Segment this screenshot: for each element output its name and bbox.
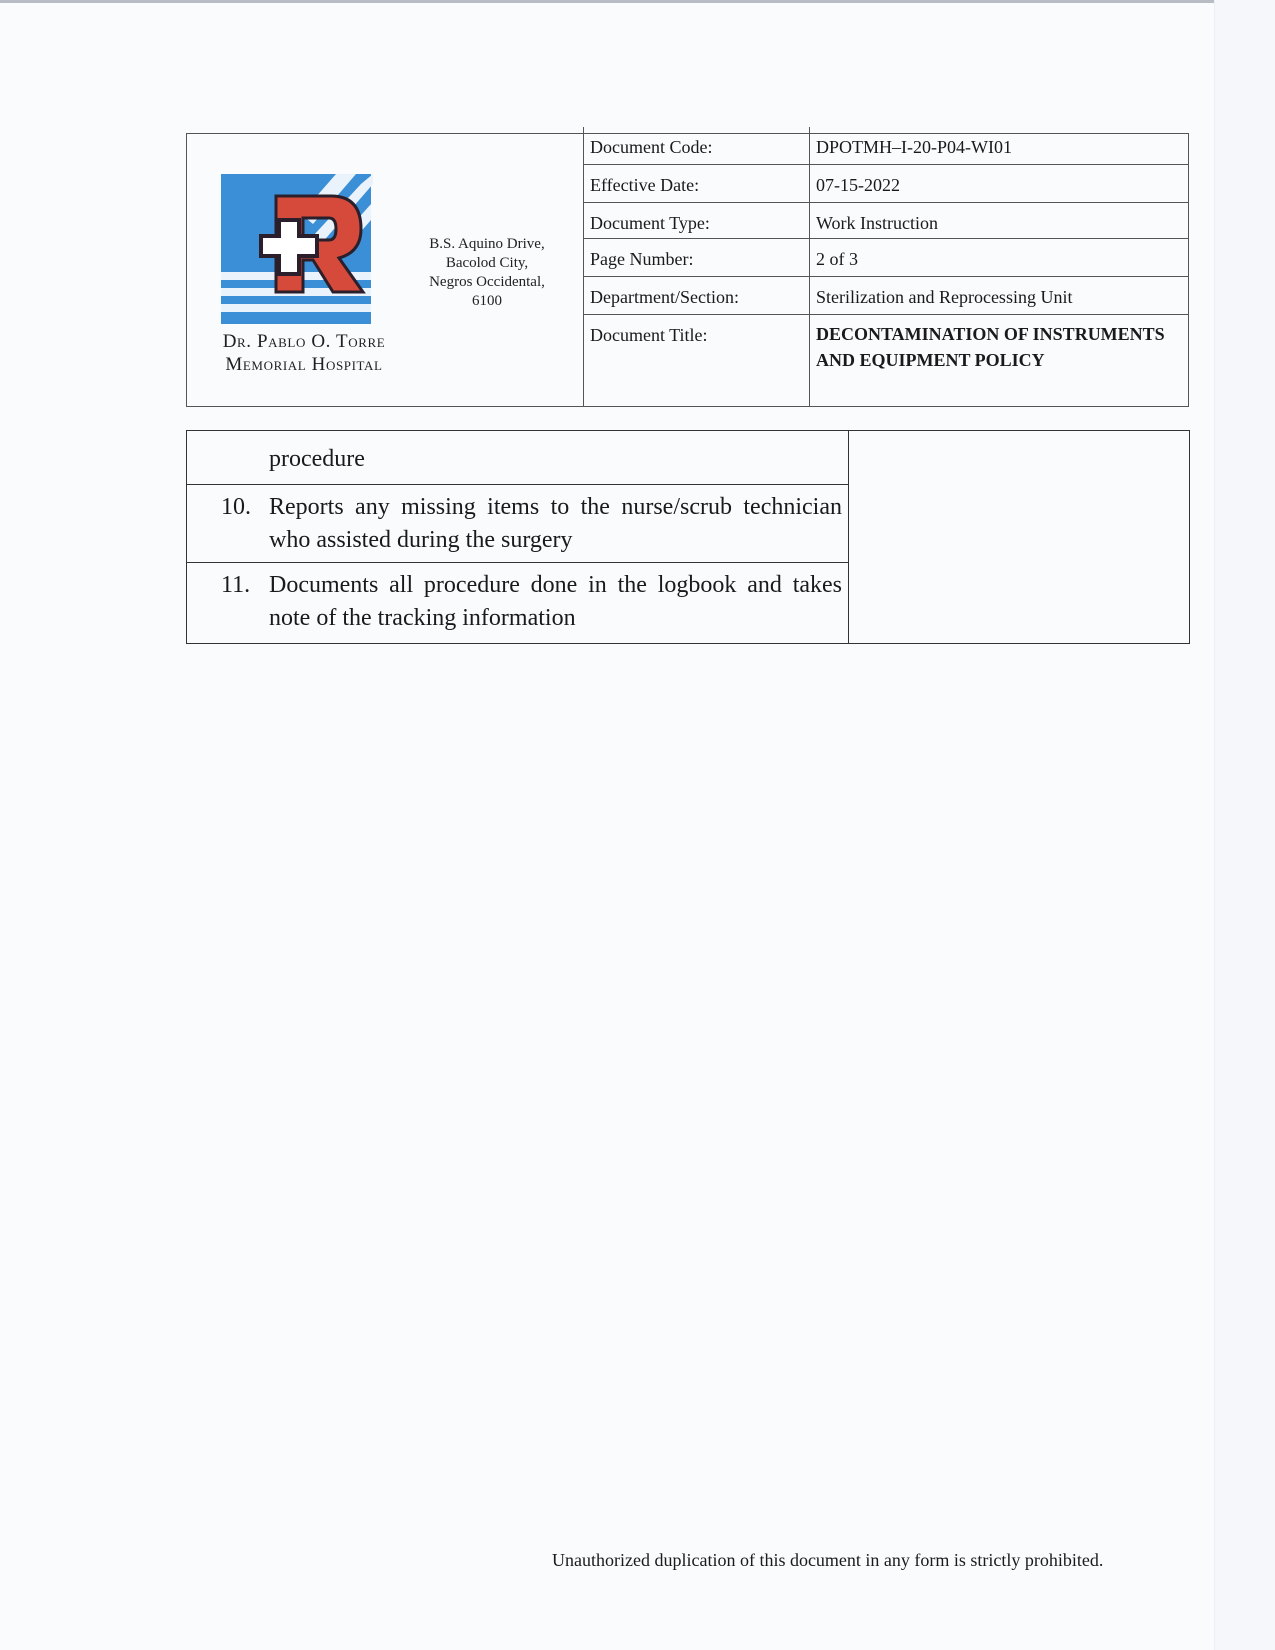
steps-column [187, 431, 849, 643]
hospital-name-line2: Memorial Hospital [225, 354, 383, 375]
meta-value-department: Sterilization and Reprocessing Unit [810, 277, 1188, 315]
procedure-steps-table [186, 430, 1190, 644]
meta-label-document-title: Document Title: [584, 315, 810, 406]
meta-label-department: Department/Section: [584, 277, 810, 315]
hospital-name-line1: Dr. Pablo O. Torre [222, 331, 386, 352]
address-line: Bacolod City, [445, 255, 529, 271]
page-margin [1214, 0, 1275, 1650]
address-line: B.S. Aquino Drive, [429, 236, 545, 252]
meta-value-document-code: DPOTMH–I-20-P04-WI01 [810, 127, 1188, 165]
step-text: Reports any missing items to the nurse/scrub technician who assisted during the surgery [269, 494, 842, 553]
step-10 [187, 485, 848, 563]
page-edge [0, 0, 1275, 3]
document-header [186, 133, 1189, 407]
footer-notice: Unauthorized duplication of this document in any form is strictly prohibited. [552, 1550, 1104, 1570]
meta-value-document-title: DECONTAMINATION OF INSTRUMENTS AND EQUIPMENT POLICY [816, 324, 1165, 370]
step-text: Documents all procedure done in the logbook and takes note of the tracking information [269, 572, 842, 631]
step-continuation [187, 431, 848, 485]
step-number: 10. [221, 494, 251, 520]
meta-label-effective-date: Effective Date: [584, 165, 810, 203]
hospital-cross-r-logo-icon [221, 174, 379, 324]
meta-label-document-code: Document Code: [584, 127, 810, 165]
notes-column [849, 431, 1189, 643]
meta-value-document-type: Work Instruction [810, 203, 1188, 239]
meta-label-document-type: Document Type: [584, 203, 810, 239]
hospital-name [187, 330, 421, 376]
step-text: procedure [269, 446, 365, 472]
address-line: Negros Occidental, [429, 274, 545, 290]
step-11 [187, 563, 848, 643]
address-line: 6100 [472, 293, 502, 309]
meta-label-page-number: Page Number: [584, 239, 810, 277]
document-meta-table [583, 127, 1188, 406]
meta-value-effective-date: 07-15-2022 [810, 165, 1188, 203]
step-number: 11. [221, 572, 251, 598]
logo-section [187, 134, 391, 406]
meta-value-page-number: 2 of 3 [810, 239, 1188, 277]
